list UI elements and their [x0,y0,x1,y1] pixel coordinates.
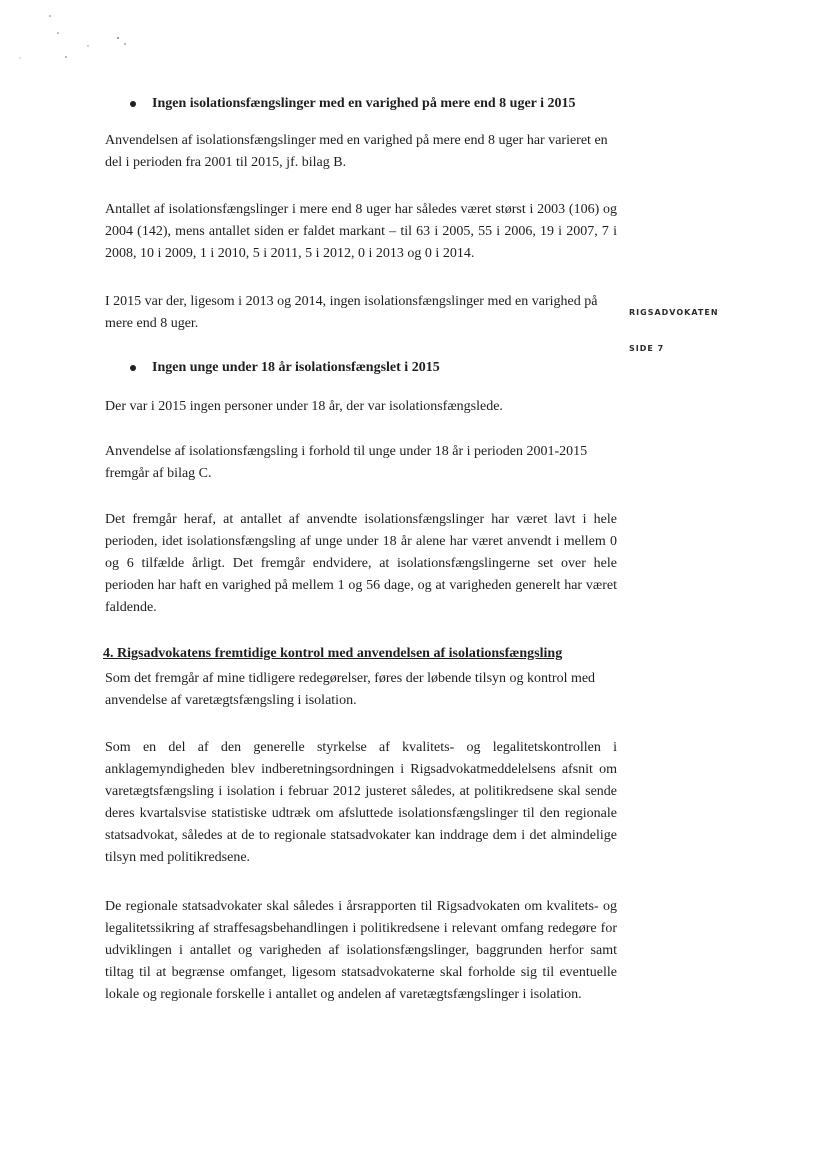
bullet-heading-no-long-isolation [130,96,576,112]
paragraph-text: Der var i 2015 ingen personer under 18 år, der var isolationsfængslede. [105,399,503,414]
sidebar-organization: RIGSADVOKATEN [629,308,719,317]
section-heading: 4. Rigsadvokatens fremtidige kontrol med anvendelsen af isolationsfængsling [103,646,563,661]
paragraph [105,291,617,335]
bullet-heading-text: Ingen unge under 18 år isolationsfængslet i 2015 [152,360,440,375]
paragraph [105,668,617,712]
bullet-heading-text: Ingen isolationsfængslinger med en varighed på mere end 8 uger i 2015 [152,96,576,111]
paragraph-text: Anvendelsen af isolationsfængslinger med en varighed på mere end 8 uger har varieret en del i perioden fra 2001 til 2015, jf. bilag B. [105,133,608,170]
paragraph [105,130,617,174]
bullet-dot [130,101,136,107]
paragraph [105,441,617,485]
paragraph-text: Som det fremgår af mine tidligere redegørelser, føres der løbende tilsyn og kontrol med anvendelse af varetægtsfængsling i isolation. [105,671,596,708]
sidebar-page-number: SIDE 7 [629,344,665,353]
paragraph [105,509,617,619]
paragraph-text: Som en del af den generelle styrkelse af kvalitets- og legalitetskontrollen i anklagemyndigheden blev indberetningsordningen i Rigsadvokatmeddelelsens afsnit om varetægtsfængsling i isolation i februar 2012 justeret således, at politikredsene skal sende deres kvartalsvise statistiske udtræk om afsluttede isolationsfængslinger til den regionale statsadvokat, således at de to regionale statsadvokater kan inddrage dem i det almindelige tilsyn med politikredsene. [105,740,617,865]
paragraph [105,737,617,869]
paragraph-text: I 2015 var der, ligesom i 2013 og 2014, ingen isolationsfængslinger med en varighed på mere end 8 uger. [105,294,598,331]
paragraph [105,896,617,1006]
paragraph-text: Antallet af isolationsfængslinger i mere end 8 uger har således været størst i 2003 (106) og 2004 (142), mens antallet siden er faldet markant – til 63 i 2005, 55 i 2006, 19 i 2007, 7 i 2008, 10 i 2009, 1 i 2010, 5 i 2011, 5 i 2012, 0 i 2013 og 0 i 2014. [105,202,617,261]
paragraph [105,396,617,418]
paragraph-text: De regionale statsadvokater skal således i årsrapporten til Rigsadvokaten om kvalitets- og legalitetssikring af straffesagsbehandlingen i politikredsene i relevant omfang redegøre for udviklingen i antallet og varigheden af isolationsfængslinger, baggrunden herfor samt tiltag til at begrænse omfanget, ligesom statsadvokaterne skal forholde sig til eventuelle lokale og regionale forskelle i antallet og andelen af varetægtsfængslinger i isolation. [105,899,617,1002]
bullet-dot [130,365,136,371]
scan-specks [0,0,140,70]
paragraph [105,199,617,265]
bullet-heading-no-youth [130,360,440,376]
paragraph-text: Det fremgår heraf, at antallet af anvendte isolationsfængslinger har været lavt i hele perioden, idet isolationsfængsling af unge under 18 år alene har været anvendt i mellem 0 og 6 tilfælde årligt. Det fremgår endvidere, at isolationsfængslingerne set over hele perioden har haft en varighed på mellem 1 og 56 dage, og at varigheden generelt har været faldende. [105,512,617,615]
paragraph-text: Anvendelse af isolationsfængsling i forhold til unge under 18 år i perioden 2001-2015 fremgår af bilag C. [105,444,588,481]
